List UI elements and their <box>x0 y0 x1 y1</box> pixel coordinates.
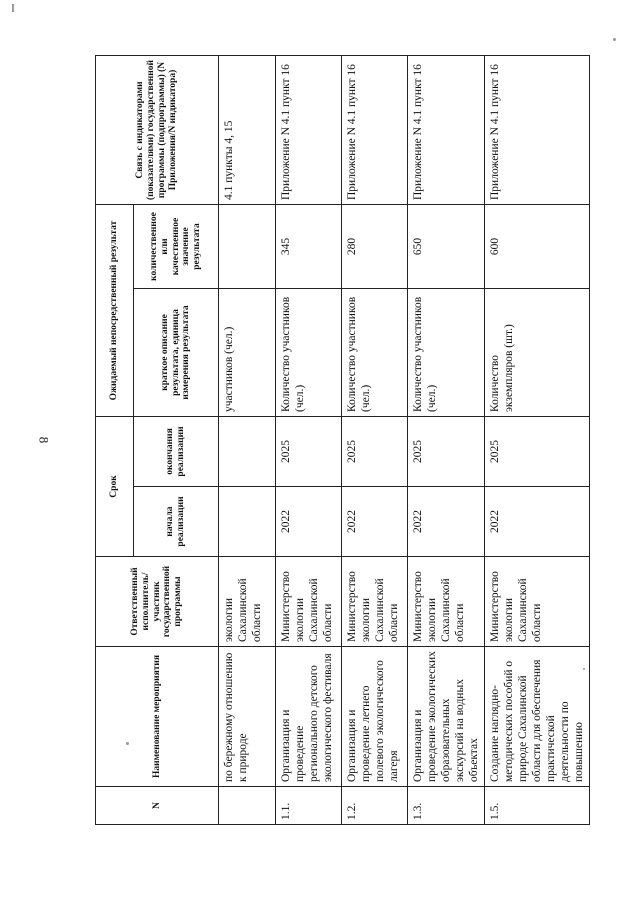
cell-desc: Количество участников (чел.) <box>408 289 485 417</box>
header-name: Наименование мероприятия <box>96 647 219 787</box>
cell-num <box>219 787 276 825</box>
cell-responsible: экологии Сахалинской области <box>219 557 276 647</box>
cell-link: Приложение N 4.1 пункт 16 <box>485 56 590 205</box>
table-row <box>219 56 276 825</box>
header-link: Связь с индикаторами (показателями) государственной программы (подпрограммы) (N Приложения/N индикатора) <box>96 56 219 205</box>
header-result-value: количественное или качественное значение результата <box>134 205 219 289</box>
header-num: N <box>96 787 219 825</box>
cell-responsible: Министерство экологии Сахалинской области <box>276 557 342 647</box>
table-row <box>408 56 485 825</box>
cell-responsible: Министерство экологии Сахалинской области <box>485 557 590 647</box>
cell-desc: участников (чел.) <box>219 289 276 417</box>
header-responsible: Ответственный исполнитель/ участник государственной программы <box>96 557 219 647</box>
table-row <box>485 56 590 825</box>
rotated-table-container <box>95 55 585 825</box>
cell-num: 1.5. <box>485 787 590 825</box>
cell-start: 2022 <box>342 487 408 557</box>
scan-speck <box>613 38 616 41</box>
cell-num: 1.2. <box>342 787 408 825</box>
table-row <box>342 56 408 825</box>
cell-link: Приложение N 4.1 пункт 16 <box>342 56 408 205</box>
header-period-end: окончания реализации <box>134 417 219 487</box>
cell-name: Организация и проведение регионального детского экологического фестиваля <box>276 647 342 787</box>
cell-link: Приложение N 4.1 пункт 16 <box>276 56 342 205</box>
table-row <box>276 56 342 825</box>
header-period-start: начала реализации <box>134 487 219 557</box>
header-period: Срок <box>96 417 134 557</box>
cell-start: 2022 <box>276 487 342 557</box>
scan-speck <box>12 4 14 12</box>
cell-value: 650 <box>408 205 485 289</box>
cell-value: 280 <box>342 205 408 289</box>
cell-link: 4.1 пункты 4, 15 <box>219 56 276 205</box>
cell-desc: Количество участников (чел.) <box>342 289 408 417</box>
cell-end: 2025 <box>408 417 485 487</box>
page-number: 8 <box>36 436 52 444</box>
cell-start: 2022 <box>408 487 485 557</box>
cell-link: Приложение N 4.1 пункт 16 <box>408 56 485 205</box>
cell-num: 1.1. <box>276 787 342 825</box>
header-row-1 <box>96 56 134 825</box>
cell-value <box>219 205 276 289</box>
cell-value: 600 <box>485 205 590 289</box>
cell-desc: Количество экземпляров (шт.) <box>485 289 590 417</box>
cell-end: 2025 <box>342 417 408 487</box>
cell-end: 2025 <box>485 417 590 487</box>
measures-table <box>95 55 590 825</box>
cell-end: 2025 <box>276 417 342 487</box>
cell-end <box>219 417 276 487</box>
header-result-desc: краткое описание результата, единица измерения результата <box>134 289 219 417</box>
cell-start: 2022 <box>485 487 590 557</box>
cell-name: Создание наглядно-методических пособий о природе Сахалинской области для обеспечения практической деятельности по повышению <box>485 647 590 787</box>
cell-responsible: Министерство экологии Сахалинской области <box>408 557 485 647</box>
cell-num: 1.3. <box>408 787 485 825</box>
cell-start <box>219 487 276 557</box>
cell-responsible: Министерство экологии Сахалинской области <box>342 557 408 647</box>
cell-desc: Количество участников (чел.) <box>276 289 342 417</box>
cell-name: Организация и проведение летнего полевого экологического лагеря <box>342 647 408 787</box>
cell-name: по бережному отношению к природе <box>219 647 276 787</box>
header-result: Ожидаемый непосредственный результат <box>96 205 134 417</box>
cell-name: Организация и проведение экологических образовательных экскурсий на водных объектах <box>408 647 485 787</box>
table-frame <box>95 55 585 825</box>
cell-value: 345 <box>276 205 342 289</box>
